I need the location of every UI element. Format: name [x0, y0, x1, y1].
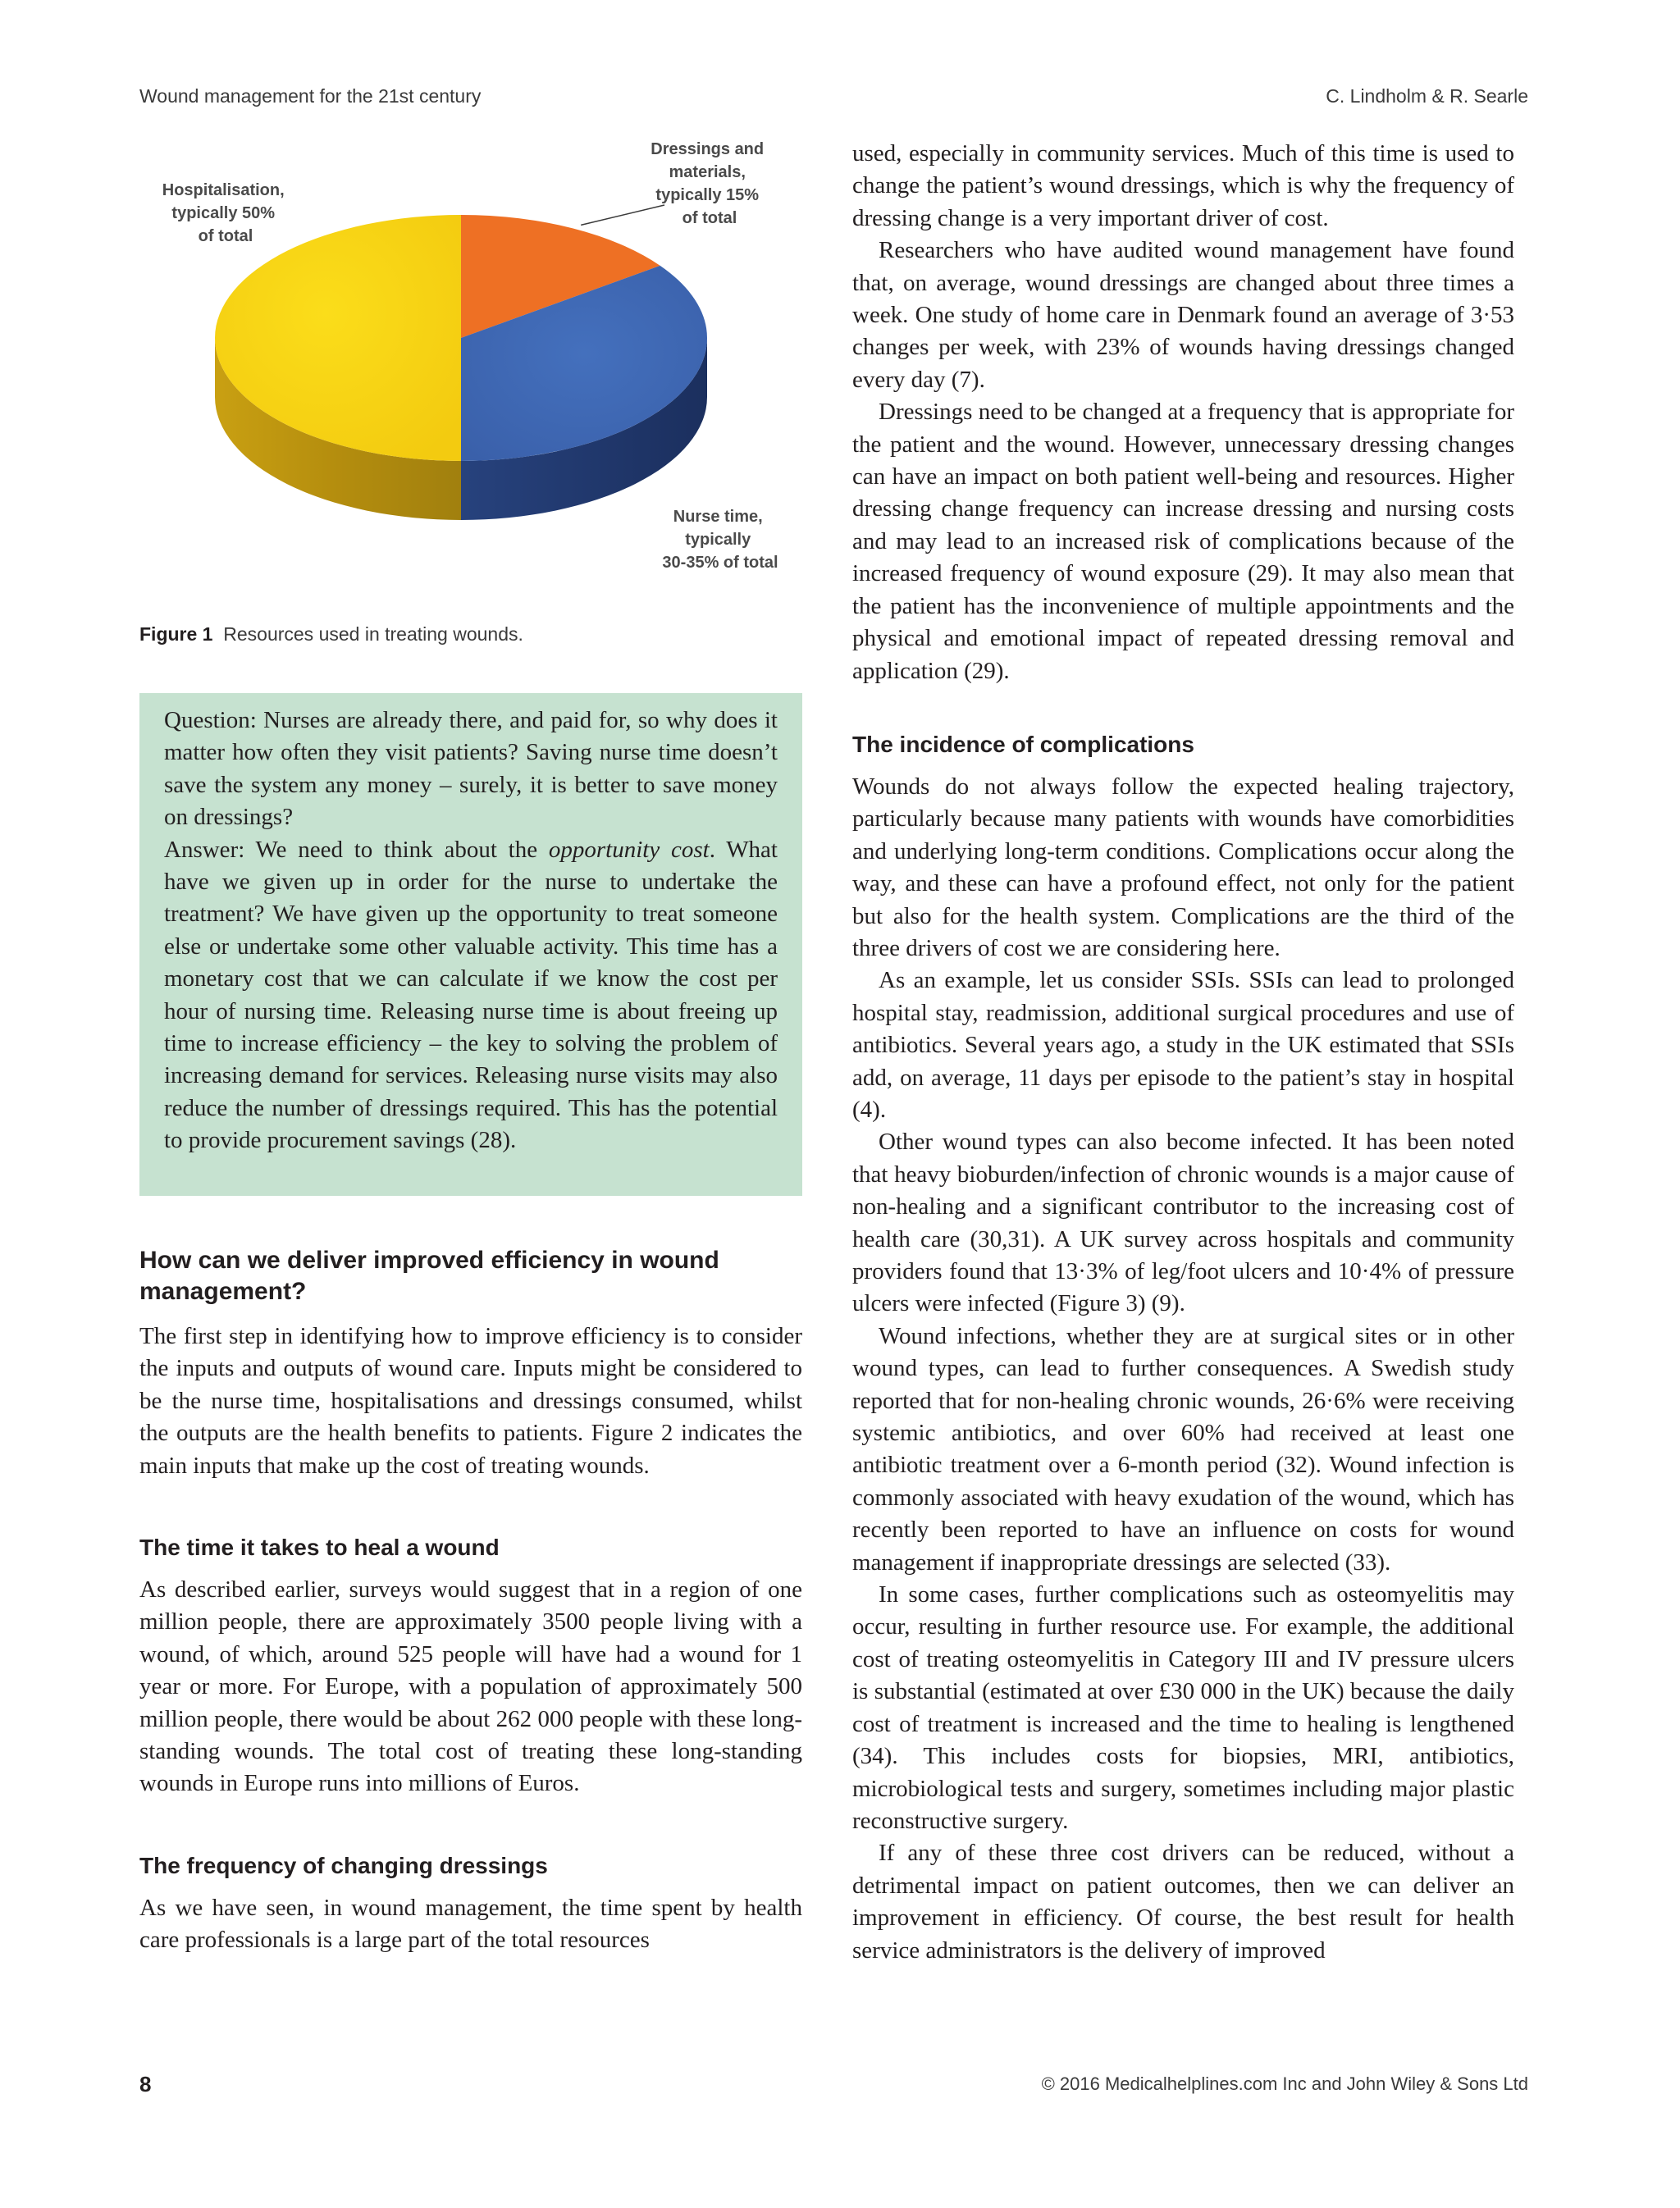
heading-complications: The incidence of complications: [852, 731, 1194, 757]
running-head-title: Wound management for the 21st century: [139, 85, 482, 107]
paragraph-efficiency: The first step in identifying how to improve efficiency is to consider the inputs and outputs of wound care. Inputs might be considered to be the nurse time, hospitalisations and dressings consumed, whilst the outputs are the health benefits to patients. Figure 2 indicates the main inputs that make up the cost of treating wounds.: [139, 1323, 802, 1479]
figure-caption: [139, 623, 523, 646]
qa-answer-rest: . What have we given up in order for the nurse to undertake the treatment? We have given up the opportunity to treat someone else or undertake some other valuable activity. This time has a monetary cost that we can calculate if we know the cost per hour of nursing time. Releasing nurse time is about freeing up time to increase efficiency – the key to solving the problem of increasing demand for services. Releasing nurse visits may also reduce the number of dressings required. This has the potential to provide procurement savings (28).: [164, 836, 778, 1154]
question-answer-box: [139, 693, 802, 1196]
qa-answer-start: Answer: We need to think about the: [164, 836, 549, 863]
pie-chart-svg: [139, 130, 820, 622]
paragraph-frequency-start: As we have seen, in wound management, the time spent by health care professionals is a large part of the total resources: [139, 1894, 802, 1954]
qa-answer: [164, 834, 778, 1157]
qa-question: Question: Nurses are already there, and paid for, so why does it matter how often they visit patients? Saving nurse time doesn’t save the system any money – surely, it is better to save money on dressings?: [164, 707, 778, 831]
figure-caption-text: Resources used in treating wounds.: [223, 623, 523, 645]
label-dressings: Dressings and materials, typically 15% of total: [651, 140, 765, 227]
figure-label: Figure 1: [139, 623, 213, 645]
paragraph-right-2: Researchers who have audited wound management have found that, on average, wound dressings are changed about three times a week. One study of home care in Denmark found an average of 3·53 changes per week, with 23% of wounds having dressings changed every day (7).: [852, 237, 1514, 393]
paragraph-right-4: Wounds do not always follow the expected healing trajectory, particularly because many patients with wounds have comorbidities and underlying long-term conditions. Complications occur along the way, and these can have a profound effect, not only for the patient but also for the health system. Complications are the third of the three drivers of cost we are considering here.: [852, 773, 1514, 961]
running-head-authors: C. Lindholm & R. Searle: [1326, 85, 1528, 107]
paragraph-right-9: If any of these three cost drivers can be reduced, without a detrimental impact on patient outcomes, then we can deliver an improvement in efficiency. Of course, the best result for health service administrators is the delivery of improved: [852, 1840, 1514, 1964]
heading-improved-efficiency: How can we deliver improved efficiency in wound management?: [139, 1247, 719, 1305]
heading-time-to-heal: The time it takes to heal a wound: [139, 1535, 500, 1561]
right-column: [852, 138, 1514, 1967]
label-hospitalisation: Hospitalisation, typically 50% of total: [162, 181, 285, 245]
pie-top-layer: [215, 215, 707, 461]
paragraph-right-6: Other wound types can also become infected. It has been noted that heavy bioburden/infection of chronic wounds is a major cause of non-healing and a significant contributor to the increasing cost of health care (30,31). A UK survey across hospitals and community providers found that 13·3% of leg/foot ulcers and 10·4% of pressure ulcers were infected (Figure 3) (9).: [852, 1129, 1514, 1317]
paragraph-time-to-heal: As described earlier, surveys would suggest that in a region of one million people, there are approximately 3500 people living with a wound, of which, around 525 people will have had a wound for 1 year or more. For Europe, with a population of approximately 500 million people, there would be about 262 000 people with these long-standing wounds. The total cost of treating these long-standing wounds in Europe runs into millions of Euros.: [139, 1576, 802, 1797]
label-nurse-time: Nurse time, typically 30-35% of total: [662, 508, 778, 572]
paragraph-right-7: Wound infections, whether they are at surgical sites or in other wound types, can lead to further consequences. A Swedish study reported that for non-healing chronic wounds, 26·6% were receiving systemic antibiotics, and over 60% had received at least one antibiotic treatment over a 6-month period (32). Wound infection is commonly associated with heavy exudation of the wound, which has recently been reported to have an influence on costs for wound management if inappropriate dressings are selected (33).: [852, 1322, 1514, 1576]
left-column: [139, 1245, 802, 1957]
paragraph-right-5: As an example, let us consider SSIs. SSIs can lead to prolonged hospital stay, readmission, additional surgical procedures and use of antibiotics. Several years ago, a study in the UK estimated that SSIs add, on average, 11 days per episode to the patient’s stay in hospital (4).: [852, 967, 1514, 1123]
copyright-notice: © 2016 Medicalhelplines.com Inc and John Wiley & Sons Ltd: [1041, 2073, 1528, 2094]
page-number: 8: [139, 2072, 152, 2096]
paragraph-right-1: used, especially in community services. Much of this time is used to change the patient’s wound dressings, which is why the frequency of dressing change is a very important driver of cost.: [852, 140, 1514, 231]
qa-answer-emphasis: opportunity cost: [548, 836, 710, 863]
paragraph-right-3: Dressings need to be changed at a frequency that is appropriate for the patient and the wound. However, unnecessary dressing changes can have an impact on both patient well-being and resources. Higher dressing change frequency can increase dressing and nursing costs and may lead to an increased risk of complications because of the increased frequency of wound exposure (29). It may also mean that the patient has the inconvenience of multiple appointments and the physical and emotional impact of repeated dressing removal and application (29).: [852, 399, 1514, 684]
heading-frequency-dressings: The frequency of changing dressings: [139, 1852, 548, 1878]
dressings-leader-line: [581, 205, 664, 225]
paragraph-right-8: In some cases, further complications such as osteomyelitis may occur, resulting in further resource use. For example, the additional cost of treating osteomyelitis in Category III and IV pressure ulcers is substantial (estimated at over £30 000 in the UK) because the daily cost of treatment is increased and the time to healing is lengthened (34). This includes costs for biopsies, MRI, antibiotics, microbiological tests and surgery, sometimes including major plastic reconstructive surgery.: [852, 1581, 1514, 1834]
figure-1-pie-chart: [139, 130, 820, 622]
